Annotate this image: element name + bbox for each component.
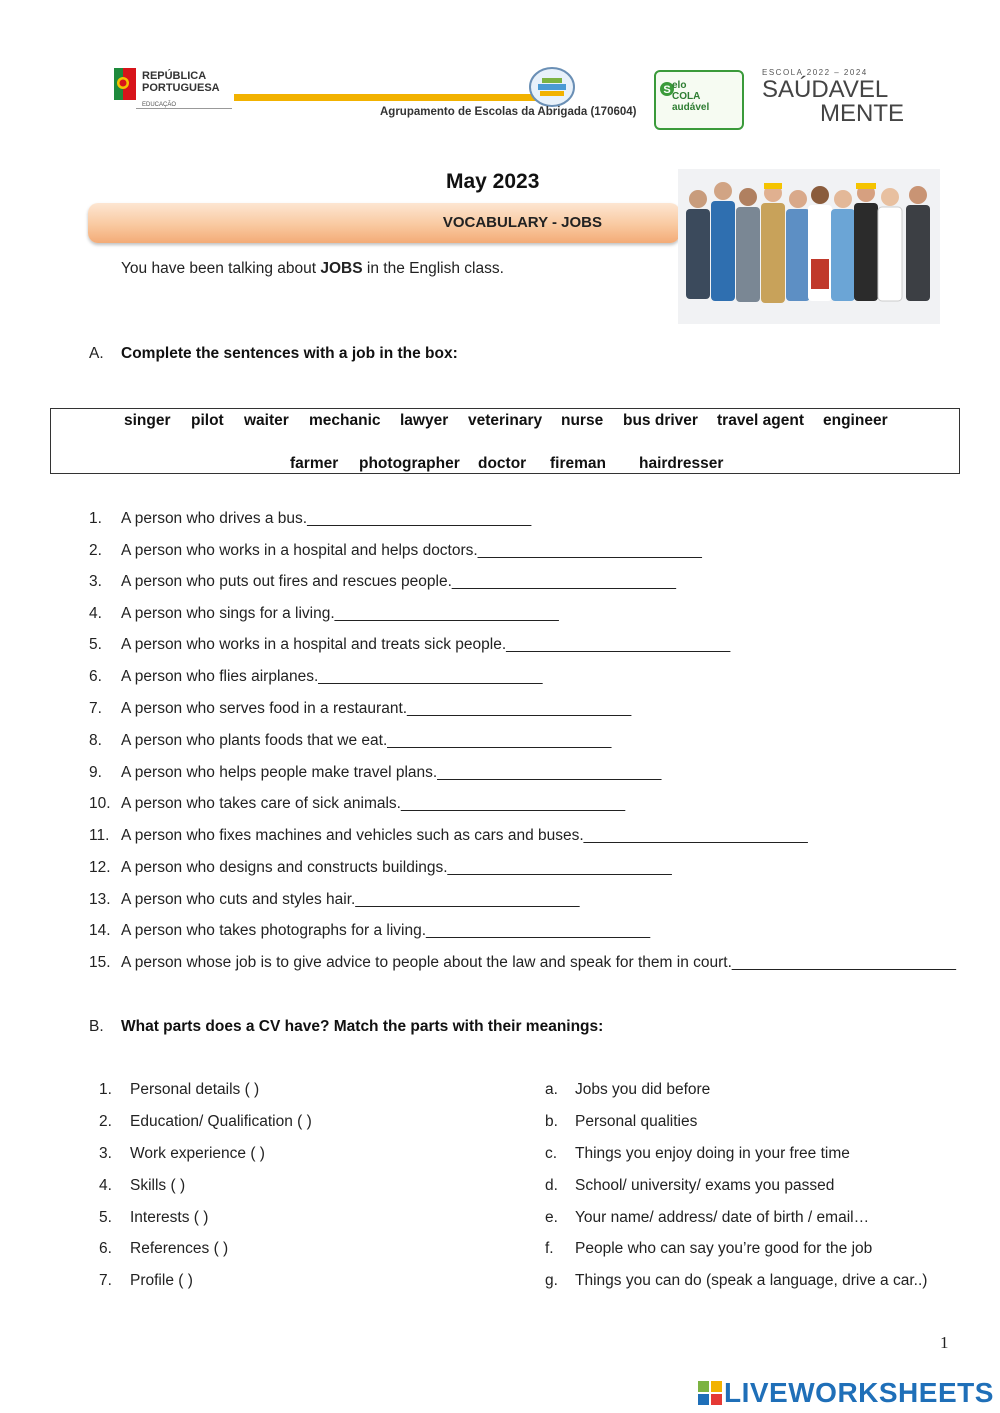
- intro-before: You have been talking about: [121, 260, 321, 277]
- word-box-item: singer: [124, 412, 171, 429]
- liveworksheets-brand[interactable]: LIVEWORKSHEETS: [724, 1377, 994, 1408]
- word-box-item: engineer: [823, 412, 888, 429]
- word-box-item: veterinary: [468, 412, 543, 429]
- header-yellow-bar: [234, 94, 546, 101]
- selo-line3: audável: [672, 102, 710, 113]
- selo-text: [672, 80, 709, 113]
- question-number: 5.: [89, 636, 102, 653]
- cv-part[interactable]: Personal details ( ): [130, 1081, 260, 1098]
- question-text[interactable]: A person who serves food in a restaurant.__________________________: [121, 700, 632, 717]
- cv-part[interactable]: Education/ Qualification ( ): [130, 1113, 312, 1130]
- question-number: 11.: [89, 827, 110, 844]
- selo-line2: COLA: [672, 91, 701, 102]
- intro-text: [121, 260, 504, 278]
- meaning-letter: c.: [545, 1145, 558, 1162]
- question-number: 4.: [89, 605, 102, 622]
- question-number: 2.: [89, 542, 102, 559]
- question-text[interactable]: A person who fixes machines and vehicles such as cars and buses.__________________________: [121, 827, 808, 844]
- question-number: 15.: [89, 954, 111, 971]
- section-a-letter: A.: [89, 345, 104, 362]
- republica-line2: PORTUGUESA: [142, 82, 220, 94]
- school-name: Agrupamento de Escolas da Abrigada (170604): [380, 106, 637, 118]
- word-box-item: farmer: [290, 455, 339, 472]
- question-number: 9.: [89, 764, 102, 781]
- meaning-text: People who can say you’re good for the job: [575, 1240, 873, 1257]
- question-number: 13.: [89, 891, 111, 908]
- question-text[interactable]: A person who takes care of sick animals.__________________________: [121, 795, 626, 812]
- meaning-text: Things you can do (speak a language, drive a car..): [575, 1272, 928, 1289]
- page-number: 1: [940, 1333, 949, 1352]
- section-a-heading: Complete the sentences with a job in the box:: [121, 345, 458, 362]
- cv-part[interactable]: Skills ( ): [130, 1177, 186, 1194]
- divider: [136, 108, 232, 109]
- word-box-item: lawyer: [400, 412, 449, 429]
- section-b-letter: B.: [89, 1018, 104, 1035]
- date-title: May 2023: [446, 170, 540, 193]
- question-text[interactable]: A person who puts out fires and rescues people.__________________________: [121, 573, 677, 590]
- cv-part[interactable]: Profile ( ): [130, 1272, 193, 1289]
- meaning-text: School/ university/ exams you passed: [575, 1177, 835, 1194]
- educacao-text: EDUCAÇÃO: [142, 102, 177, 108]
- meaning-letter: g.: [545, 1272, 558, 1289]
- word-box-item: doctor: [478, 455, 527, 472]
- word-box: [50, 408, 960, 474]
- question-number: 6.: [89, 668, 102, 685]
- meaning-text: Your name/ address/ date of birth / email…: [575, 1209, 870, 1226]
- meaning-text: Jobs you did before: [575, 1081, 711, 1098]
- meaning-letter: a.: [545, 1081, 558, 1098]
- word-box-item: nurse: [561, 412, 604, 429]
- mente-text: MENTE: [820, 100, 904, 127]
- question-number: 8.: [89, 732, 102, 749]
- liveworksheets-logo-icon: [698, 1381, 722, 1405]
- question-number: 10.: [89, 795, 111, 812]
- word-box-item: photographer: [359, 455, 460, 472]
- question-text[interactable]: A person who works in a hospital and treats sick people.__________________________: [121, 636, 731, 653]
- word-box-item: waiter: [244, 412, 289, 429]
- escola-years-label: ESCOLA 2022 – 2024: [762, 68, 868, 77]
- question-text[interactable]: A person who sings for a living.__________________________: [121, 605, 559, 622]
- workers-group-image: [678, 169, 940, 324]
- question-text[interactable]: A person who cuts and styles hair.__________________________: [121, 891, 580, 908]
- republica-line1: REPÚBLICA: [142, 70, 207, 82]
- question-text[interactable]: A person who plants foods that we eat.__________________________: [121, 732, 612, 749]
- meaning-letter: d.: [545, 1177, 558, 1194]
- question-text[interactable]: A person who works in a hospital and helps doctors.__________________________: [121, 542, 702, 559]
- school-header-banner: [106, 62, 922, 148]
- question-number: 12.: [89, 859, 111, 876]
- question-text[interactable]: A person who helps people make travel plans.__________________________: [121, 764, 662, 781]
- question-number: 1.: [89, 510, 102, 527]
- cv-part-number: 5.: [99, 1209, 112, 1226]
- question-number: 14.: [89, 922, 111, 939]
- word-box-item: fireman: [550, 455, 606, 472]
- meaning-text: Things you enjoy doing in your free time: [575, 1145, 850, 1162]
- intro-after: in the English class.: [362, 260, 504, 277]
- question-text[interactable]: A person whose job is to give advice to people about the law and speak for them in court.__________________________: [121, 954, 957, 971]
- question-text[interactable]: A person who designs and constructs buildings.__________________________: [121, 859, 672, 876]
- word-box-item: pilot: [191, 412, 224, 429]
- word-box-item: hairdresser: [639, 455, 724, 472]
- word-box-item: travel agent: [717, 412, 805, 429]
- vocabulary-banner: [88, 203, 680, 243]
- question-text[interactable]: A person who takes photographs for a living.__________________________: [121, 922, 651, 939]
- section-b-heading: What parts does a CV have? Match the parts with their meanings:: [121, 1018, 604, 1035]
- cv-part-number: 1.: [99, 1081, 112, 1098]
- cv-part-number: 4.: [99, 1177, 112, 1194]
- question-number: 7.: [89, 700, 102, 717]
- cv-part-number: 2.: [99, 1113, 112, 1130]
- intro-bold: JOBS: [320, 260, 363, 277]
- meaning-letter: f.: [545, 1240, 554, 1257]
- saudavel-text: SAÚDAVEL: [762, 76, 889, 103]
- question-number: 3.: [89, 573, 102, 590]
- svg-text:S: S: [663, 84, 671, 96]
- question-text[interactable]: A person who drives a bus.__________________________: [121, 510, 532, 527]
- question-text[interactable]: A person who flies airplanes.__________________________: [121, 668, 543, 685]
- cv-part[interactable]: Interests ( ): [130, 1209, 209, 1226]
- selo-escola-saudavel-badge: [654, 70, 744, 130]
- vocabulary-banner-title: VOCABULARY - JOBS: [442, 214, 602, 231]
- cv-part[interactable]: References ( ): [130, 1240, 229, 1257]
- meaning-letter: e.: [545, 1209, 558, 1226]
- portugal-republic-logo: [114, 68, 136, 100]
- republica-portuguesa-text: [142, 70, 220, 94]
- meaning-text: Personal qualities: [575, 1113, 698, 1130]
- cv-part-number: 6.: [99, 1240, 112, 1257]
- cv-part[interactable]: Work experience ( ): [130, 1145, 265, 1162]
- school-emblem-icon: [528, 66, 576, 108]
- word-box-item: bus driver: [623, 412, 698, 429]
- word-box-item: mechanic: [309, 412, 381, 429]
- meaning-letter: b.: [545, 1113, 558, 1130]
- cv-part-number: 3.: [99, 1145, 112, 1162]
- cv-part-number: 7.: [99, 1272, 112, 1289]
- selo-line1: elo: [672, 80, 687, 91]
